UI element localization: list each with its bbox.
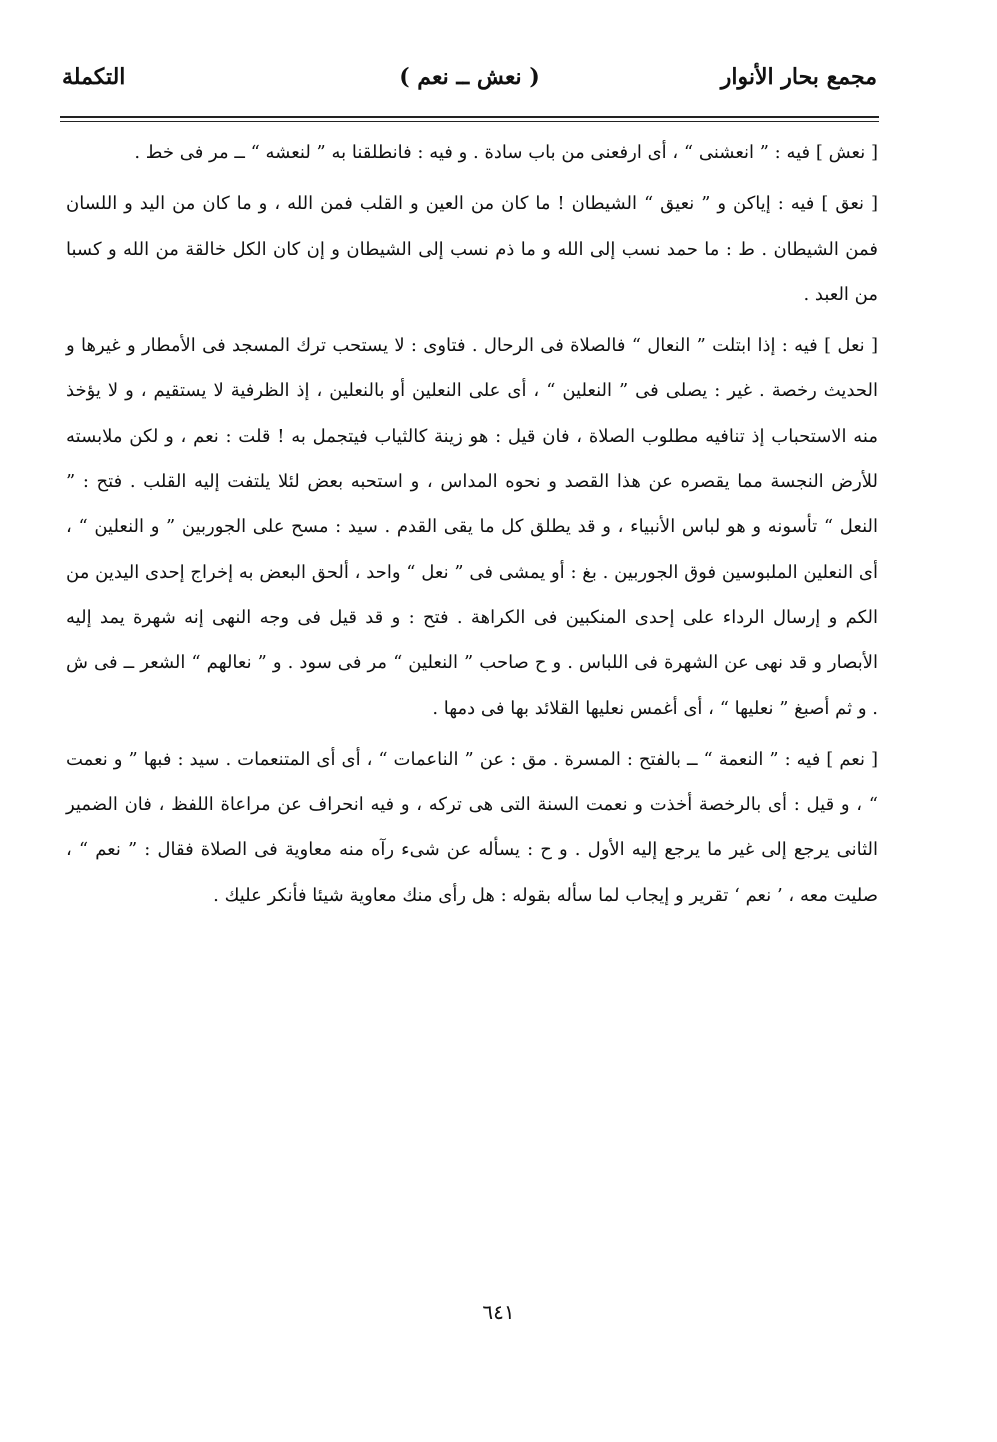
book-title: مجمع بحار الأنوار	[720, 64, 877, 90]
entry-naaq: [ نعق ] فيه : إياكن و ” نعيق “ الشيطان ! ما كان من العين و القلب فمن الله ، و ما كان من اليد و اللسان فمن الشيطان . ط : ما حمد نسب إلى الله و ما ذم نسب إلى الشيطان و إن كان الكل خالقة من الله و كسبا من العبد .	[66, 193, 878, 305]
page-header	[62, 58, 877, 108]
header-rule-top	[60, 116, 879, 118]
section-range: ( نعش ــ نعم )	[399, 64, 540, 90]
page-body	[66, 130, 878, 924]
volume-label: التكملة	[62, 64, 126, 90]
entry-naash: [ نعش ] فيه : ” انعشنى “ ، أى ارفعنى من باب سادة . و فيه : فانطلقنا به ” لنعشه “ ــ مر فى خط .	[134, 142, 878, 163]
header-rule-bottom	[60, 121, 879, 122]
entry-naam: [ نعم ] فيه : ” النعمة “ ــ بالفتح : المسرة . مق : عن ” الناعمات “ ، أى أى المتنعمات . سيد : فبها ” و نعمت “ ، و قيل : أى بالرخصة أخذت و نعمت السنة التى هى تركه ، و فيه انحراف عن مراعاة اللفظ ، فان الضمير الثانى يرجع إلى غير ما يرجع إليه الأول . و ح : يسأله عن شىء رآه منه معاوية فى الصلاة فقال : ” نعم “ ، صليت معه ، ’ نعم ‘ تقرير و إيجاب لما سأله بقوله : هل رأى منك معاوية شيئا فأنكر عليك .	[66, 748, 878, 906]
page-number: ٦٤١	[482, 1300, 515, 1324]
entry-naal: [ نعل ] فيه : إذا ابتلت ” النعال “ فالصلاة فى الرحال . فتاوى : لا يستحب ترك المسجد فى الأمطار و غيرها و الحديث رخصة . غير : يصلى فى ” النعلين “ ، أى على النعلين أو بالنعلين ، إذ الظرفية لا يستقيم ، و لا يؤخذ منه الاستحباب إذ تنافيه مطلوب الصلاة ، فان قيل : هو زينة كالثياب فيتجمل به ! قلت : نعم ، و لكن ملابسته للأرض النجسة مما يقصره عن هذا القصد و نحوه المداس ، و استحبه بعض لئلا يلتفت إليه القلب . فتح : ” النعل “ تأسونه و هو لباس الأنبياء ، و قد يطلق كل ما يقى القدم . سيد : مسح على الجوربين ” و النعلين “ ، أى النعلين الملبوسين فوق الجوربين . بغ : أو يمشى فى ” نعل “ واحد ، ألحق البعض به إخراج إحدى اليدين من الكم و إرسال الرداء على إحدى المنكبين فى الكراهة . فتح : و قد قيل فى وجه النهى إنه شهرة يمد إليه الأبصار و قد نهى عن الشهرة فى اللباس . و ح صاحب ” النعلين “ مر فى سود . و ” نعالهم “ الشعر ــ فى ش . و ثم أصبغ ” نعليها “ ، أى أغمس نعليها القلائد بها فى دمها .	[66, 335, 878, 719]
